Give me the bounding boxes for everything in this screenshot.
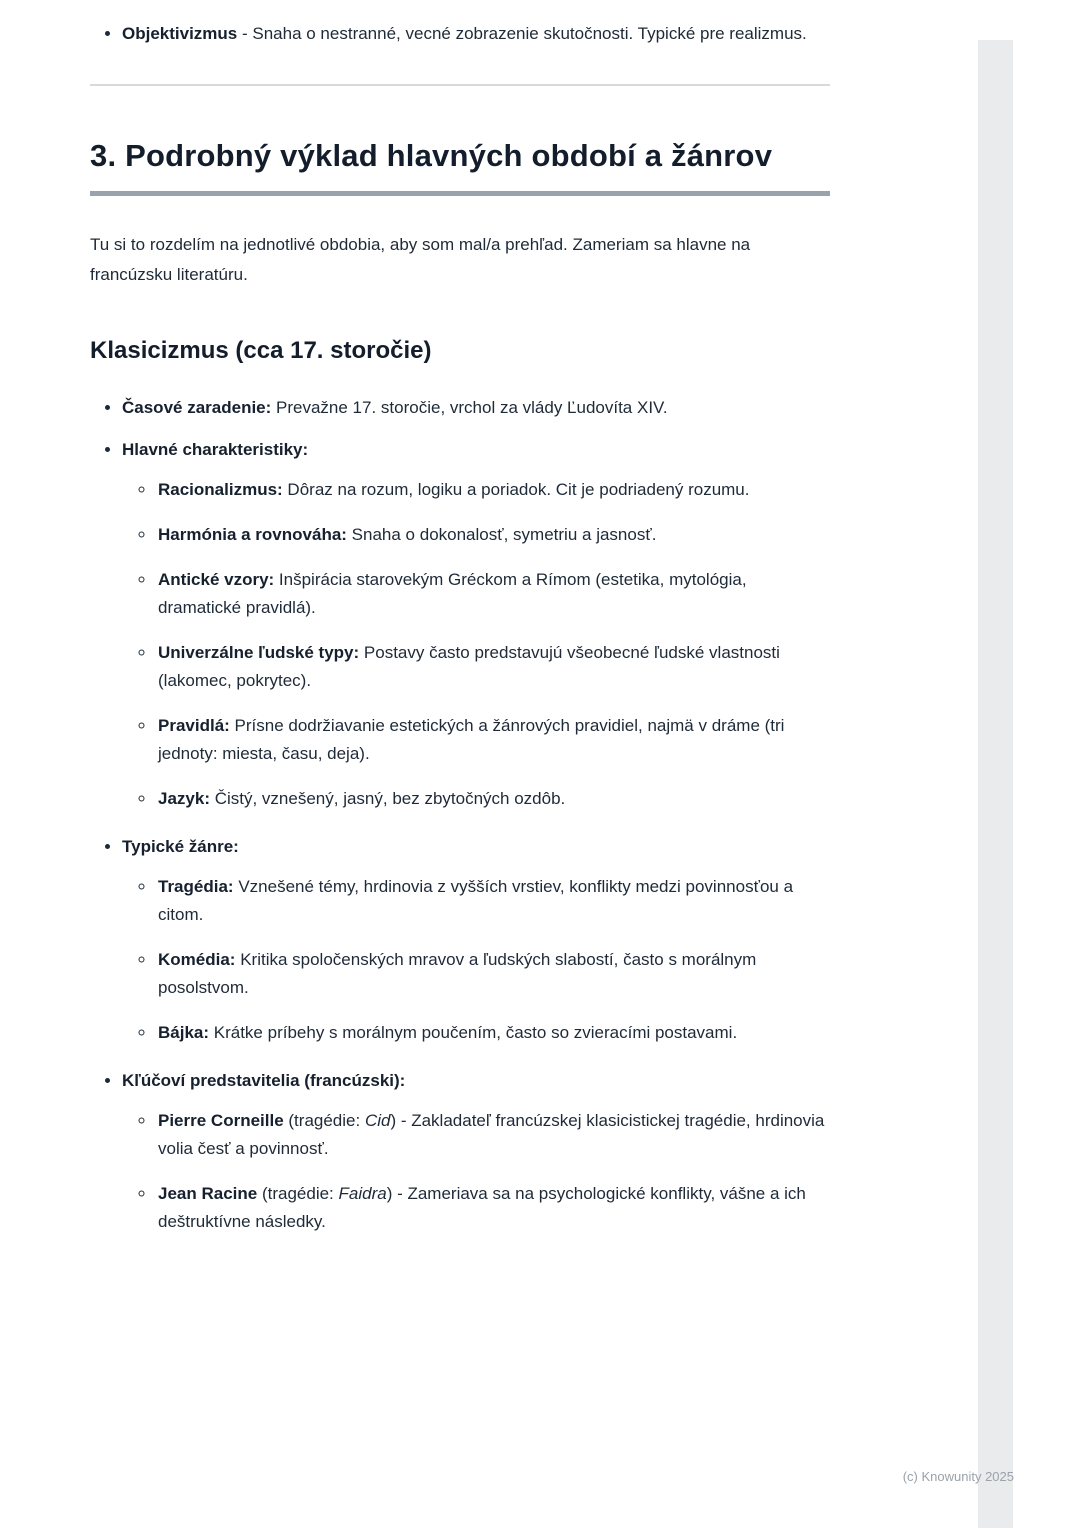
list-item xyxy=(156,521,830,549)
section-heading: 3. Podrobný výklad hlavných období a žánrov xyxy=(90,138,773,173)
document-content xyxy=(90,20,830,1256)
watermark: (c) Knowunity 2025 xyxy=(902,1469,1014,1484)
list-item xyxy=(156,566,830,622)
list-item xyxy=(156,712,830,768)
term-text: Dôraz na rozum, logiku a poriadok. Cit je podriadený rozumu. xyxy=(282,480,750,499)
bullet-list-top xyxy=(90,20,830,48)
term-text: ) - Zakladateľ francúzskej klasicistickej tragédie, hrdinovia volia česť a povinnosť. xyxy=(158,1111,825,1158)
term-label: Časové zaradenie: xyxy=(122,398,272,417)
bullet-list-klasicizmus xyxy=(90,394,830,1236)
sub-list-zanre xyxy=(122,873,830,1047)
term-label: Racionalizmus: xyxy=(158,480,283,499)
term-label: Komédia: xyxy=(158,950,236,969)
term-text: Inšpirácia starovekým Gréckom a Rímom (estetika, mytológia, dramatické pravidlá). xyxy=(158,570,747,617)
list-item xyxy=(156,639,830,695)
author-name: Pierre Corneille xyxy=(158,1111,284,1130)
list-item xyxy=(156,1180,830,1236)
term-text: - Snaha o nestranné, vecné zobrazenie skutočnosti. Typické pre realizmus. xyxy=(237,24,807,43)
term-label: Tragédia: xyxy=(158,877,234,896)
term-text: (tragédie: xyxy=(257,1184,339,1203)
sub-list-predstavitelia xyxy=(122,1107,830,1236)
term-text: Prevažne 17. storočie, vrchol za vlády Ľudovíta XIV. xyxy=(271,398,668,417)
group-label: Kľúčoví predstavitelia (francúzski): xyxy=(122,1071,406,1090)
term-label: Antické vzory: xyxy=(158,570,275,589)
term-text: Postavy často predstavujú všeobecné ľudské vlastnosti (lakomec, pokrytec). xyxy=(158,643,780,690)
term-text: Čistý, vznešený, jasný, bez zbytočných ozdôb. xyxy=(209,789,566,808)
list-item xyxy=(122,394,830,422)
work-title: Faidra xyxy=(338,1184,387,1203)
term-label: Pravidlá: xyxy=(158,716,230,735)
scrollbar[interactable] xyxy=(978,40,1013,1528)
heading-underline xyxy=(90,191,830,196)
group-label: Typické žánre: xyxy=(122,837,239,856)
author-name: Jean Racine xyxy=(158,1184,258,1203)
term-label: Harmónia a rovnováha: xyxy=(158,525,347,544)
list-item-group xyxy=(122,436,830,813)
list-item xyxy=(156,873,830,929)
list-item xyxy=(122,20,830,48)
term-text: Prísne dodržiavanie estetických a žánrových pravidiel, najmä v dráme (tri jednoty: miesta, času, deja). xyxy=(158,716,785,763)
list-item xyxy=(156,1107,830,1163)
work-title: Cid xyxy=(364,1111,391,1130)
term-text: Vznešené témy, hrdinovia z vyšších vrstiev, konflikty medzi povinnosťou a citom. xyxy=(158,877,794,924)
sub-list-charakteristiky xyxy=(122,476,830,813)
section-divider xyxy=(90,84,830,86)
term-label: Objektivizmus xyxy=(122,24,238,43)
list-item xyxy=(156,785,830,813)
term-label: Univerzálne ľudské typy: xyxy=(158,643,360,662)
term-label: Jazyk: xyxy=(158,789,210,808)
list-item-group xyxy=(122,1067,830,1236)
term-text: (tragédie: xyxy=(283,1111,365,1130)
term-label: Bájka: xyxy=(158,1023,210,1042)
subsection-heading: Klasicizmus (cca 17. storočie) xyxy=(90,337,432,364)
intro-paragraph: Tu si to rozdelím na jednotlivé obdobia, aby som mal/a prehľad. Zameriam sa hlavne na francúzsku literatúru. xyxy=(90,235,751,284)
list-item xyxy=(156,946,830,1002)
list-item-group xyxy=(122,833,830,1047)
group-label: Hlavné charakteristiky: xyxy=(122,440,309,459)
term-text: ) - Zameriava sa na psychologické konflikty, vášne a ich deštruktívne následky. xyxy=(158,1184,806,1231)
term-text: Snaha o dokonalosť, symetriu a jasnosť. xyxy=(346,525,657,544)
term-text: Krátke príbehy s morálnym poučením, často so zvieracími postavami. xyxy=(209,1023,738,1042)
list-item xyxy=(156,476,830,504)
list-item xyxy=(156,1019,830,1047)
term-text: Kritika spoločenských mravov a ľudských slabostí, často s morálnym posolstvom. xyxy=(158,950,757,997)
